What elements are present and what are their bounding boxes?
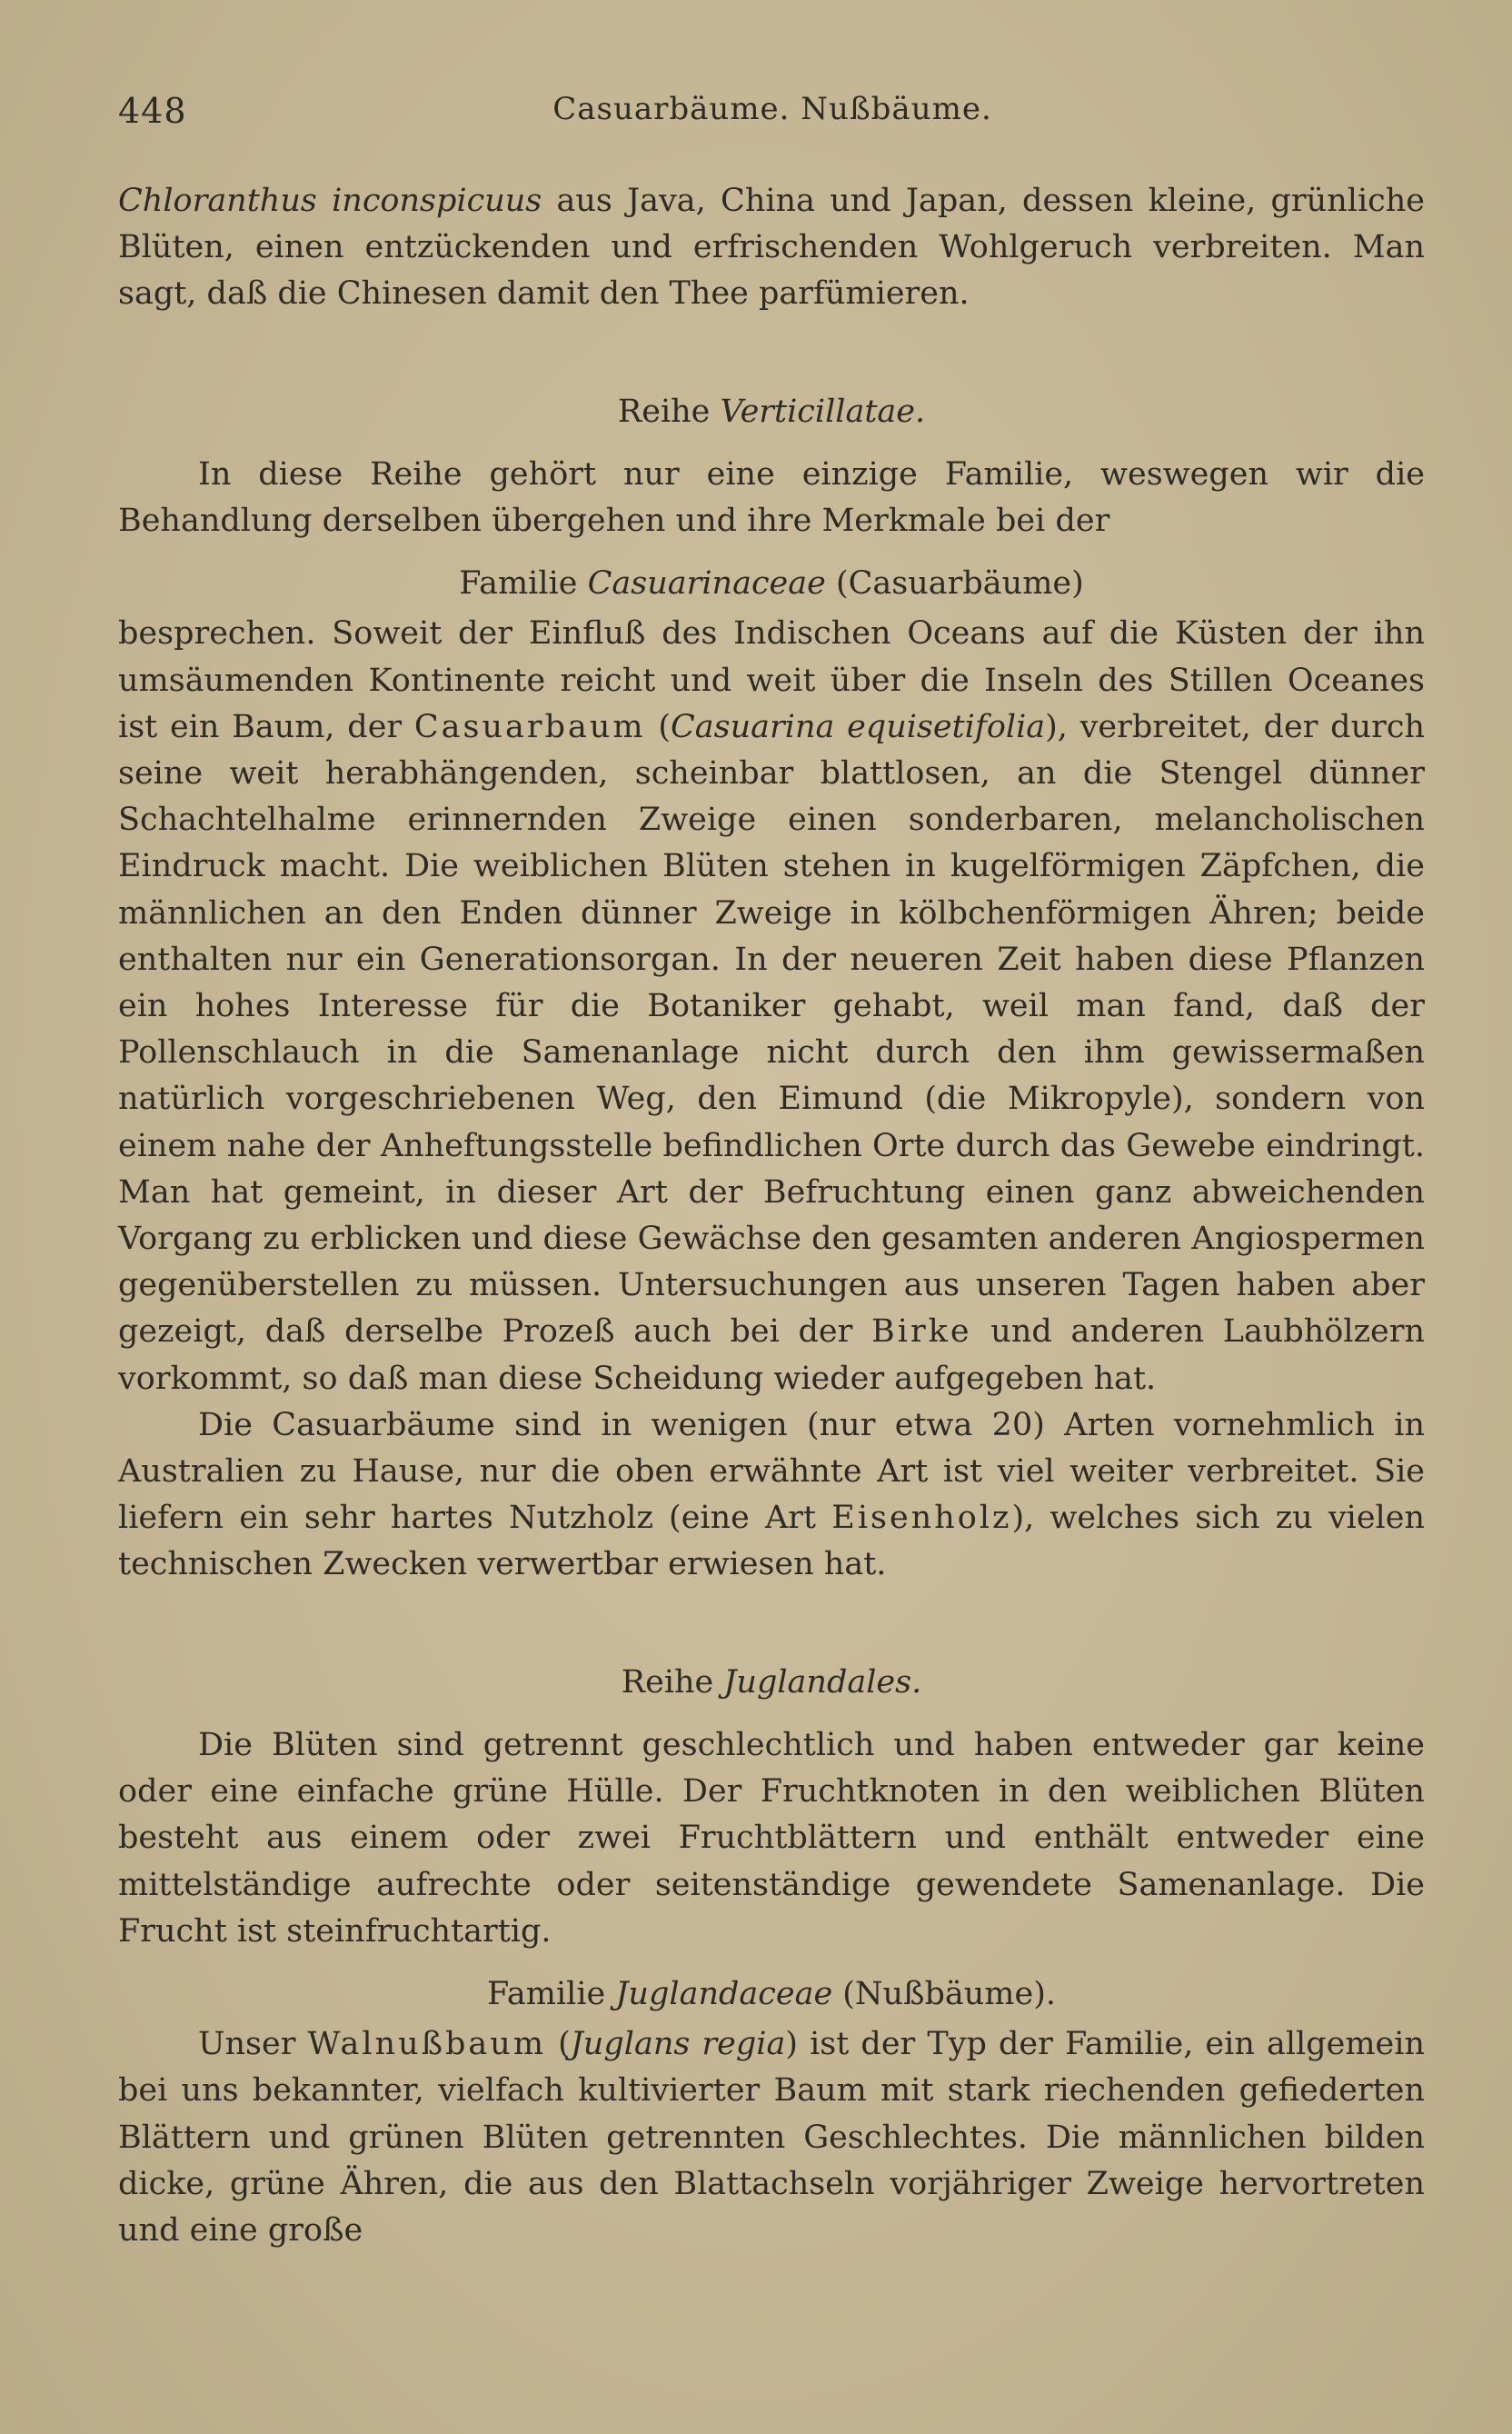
heading-taxon: Casuarinaceae [587, 565, 826, 603]
text-run: ), welches sich zu vielen technischen Zwecken verwertbar erwiesen hat. [118, 1500, 1426, 1583]
text-run: Unser [198, 2026, 308, 2063]
page-number: 448 [118, 91, 187, 131]
heading-familie-juglandaceae [118, 1971, 1425, 2018]
text-run: und anderen Laubhölzern vorkommt, so daß man diese Scheidung wieder aufgegeben hat. [118, 1313, 1425, 1397]
page-body [118, 178, 1425, 2254]
paragraph-casuarbaum [118, 611, 1425, 1402]
heading-prefix: Familie [487, 1975, 616, 2012]
paragraph-walnussbaum [118, 2021, 1425, 2254]
emphasis-spaced: Birke [871, 1313, 972, 1351]
text-run: ( [645, 708, 671, 745]
text-run: ), verbreitet, der durch seine weit herabhängenden, scheinbar blattlosen, an die Stengel dünner Schachtelhalme erinnernden Zweige einen sonderbaren, melancholischen Eindruck macht. Die weiblichen Blüten stehen in kugelförmigen Zäpfchen, die männlichen an den Enden dünner Zweige in kölbchenförmigen Ähren; beide enthalten nur ein Generationsorgan. In der neueren Zeit haben diese Pflanzen ein hohes Interesse für die Botaniker gehabt, weil man fand, daß der Pollenschlauch in die Samenanlage nicht durch den ihm gewissermaßen natürlich vorgeschriebenen Weg, den Eimund (die Mikropyle), sondern von einem nahe der Anheftungsstelle befindlichen Orte durch das Gewebe eindringt. Man hat gemeint, in dieser Art der Befruchtung einen ganz abweichenden Vorgang zu erblicken und diese Gewächse den gesamten anderen Angiospermen gegenüberstellen zu müssen. Untersuchungen aus unseren Tagen haben aber gezeigt, daß derselbe Prozeß auch bei der [118, 708, 1425, 1351]
taxon-name: Juglans regia [570, 2026, 786, 2063]
heading-familie-casuarinaceae [118, 561, 1425, 607]
heading-taxon: Verticillatae. [720, 393, 926, 430]
text-run: ) ist der Typ der Familie, ein allgemein bei uns bekannter, vielfach kultivierter Baum mit stark riechenden gefiederten Blättern und grünen Blüten getrennten Geschlechtes. Die männlichen bilden dicke, grüne Ähren, die aus den Blattachseln vorjähriger Zweige hervortreten und eine große [118, 2026, 1425, 2249]
heading-taxon: Juglandales. [723, 1663, 922, 1701]
heading-suffix: (Casuarbäume) [825, 565, 1084, 603]
heading-reihe-verticillatae [118, 389, 1425, 435]
taxon-name: Casuarina equisetifolia [671, 708, 1046, 745]
text-run: Die Casuarbäume sind in wenigen (nur etwa 20) Arten vornehmlich in Australien zu Hause, nur die oben erwähnte Art ist viel weiter verbreitet. Sie liefern ein sehr hartes Nutzholz (eine Art [118, 1406, 1425, 1537]
text-run: ( [546, 2026, 571, 2063]
heading-suffix: (Nußbäume). [832, 1975, 1056, 2012]
running-head: Casuarbäume. Nußbäume. [552, 91, 992, 127]
heading-taxon: Juglandaceae [615, 1975, 833, 2012]
paragraph-juglandales: Die Blüten sind getrennt geschlechtlich und haben entweder gar keine oder eine einfache grüne Hülle. Der Fruchtknoten in den weiblichen Blüten besteht aus einem oder zwei Fruchtblättern und enthält entweder eine mittelständige aufrechte oder seitenständige gewendete Samenanlage. Die Frucht ist steinfruchtartig. [118, 1726, 1425, 1950]
page-header [118, 91, 1427, 145]
paragraph-text: aus Java, China und Japan, dessen kleine, grünliche Blüten, einen entzückenden und erfrischenden Wohlgeruch verbreiten. Man sagt, daß die Chinesen damit den Thee parfümieren. [118, 183, 1425, 313]
paragraph-casuarbaeume-australien [118, 1402, 1425, 1589]
emphasis-spaced: Walnußbaum [307, 2026, 547, 2063]
heading-prefix: Reihe [617, 393, 721, 430]
text-run: besprechen. Soweit der Einfluß des Indischen Oceans auf die Küsten der ihn umsäumenden Kontinente reicht und weit über die Inseln des Stillen Oceanes ist ein Baum, der [118, 615, 1425, 745]
heading-prefix: Reihe [621, 1663, 724, 1701]
paragraph-verticillatae: In diese Reihe gehört nur eine einzige Familie, weswegen wir die Behandlung derselben übergehen und ihre Merkmale bei der [118, 455, 1425, 540]
emphasis-spaced: Casuarbaum [413, 708, 646, 745]
heading-prefix: Familie [459, 565, 588, 603]
heading-reihe-juglandales [118, 1660, 1425, 1706]
paragraph-chloranthus [118, 178, 1425, 318]
emphasis-spaced: Eisenholz [831, 1500, 1012, 1537]
taxon-name: Chloranthus inconspicuus [118, 183, 542, 219]
